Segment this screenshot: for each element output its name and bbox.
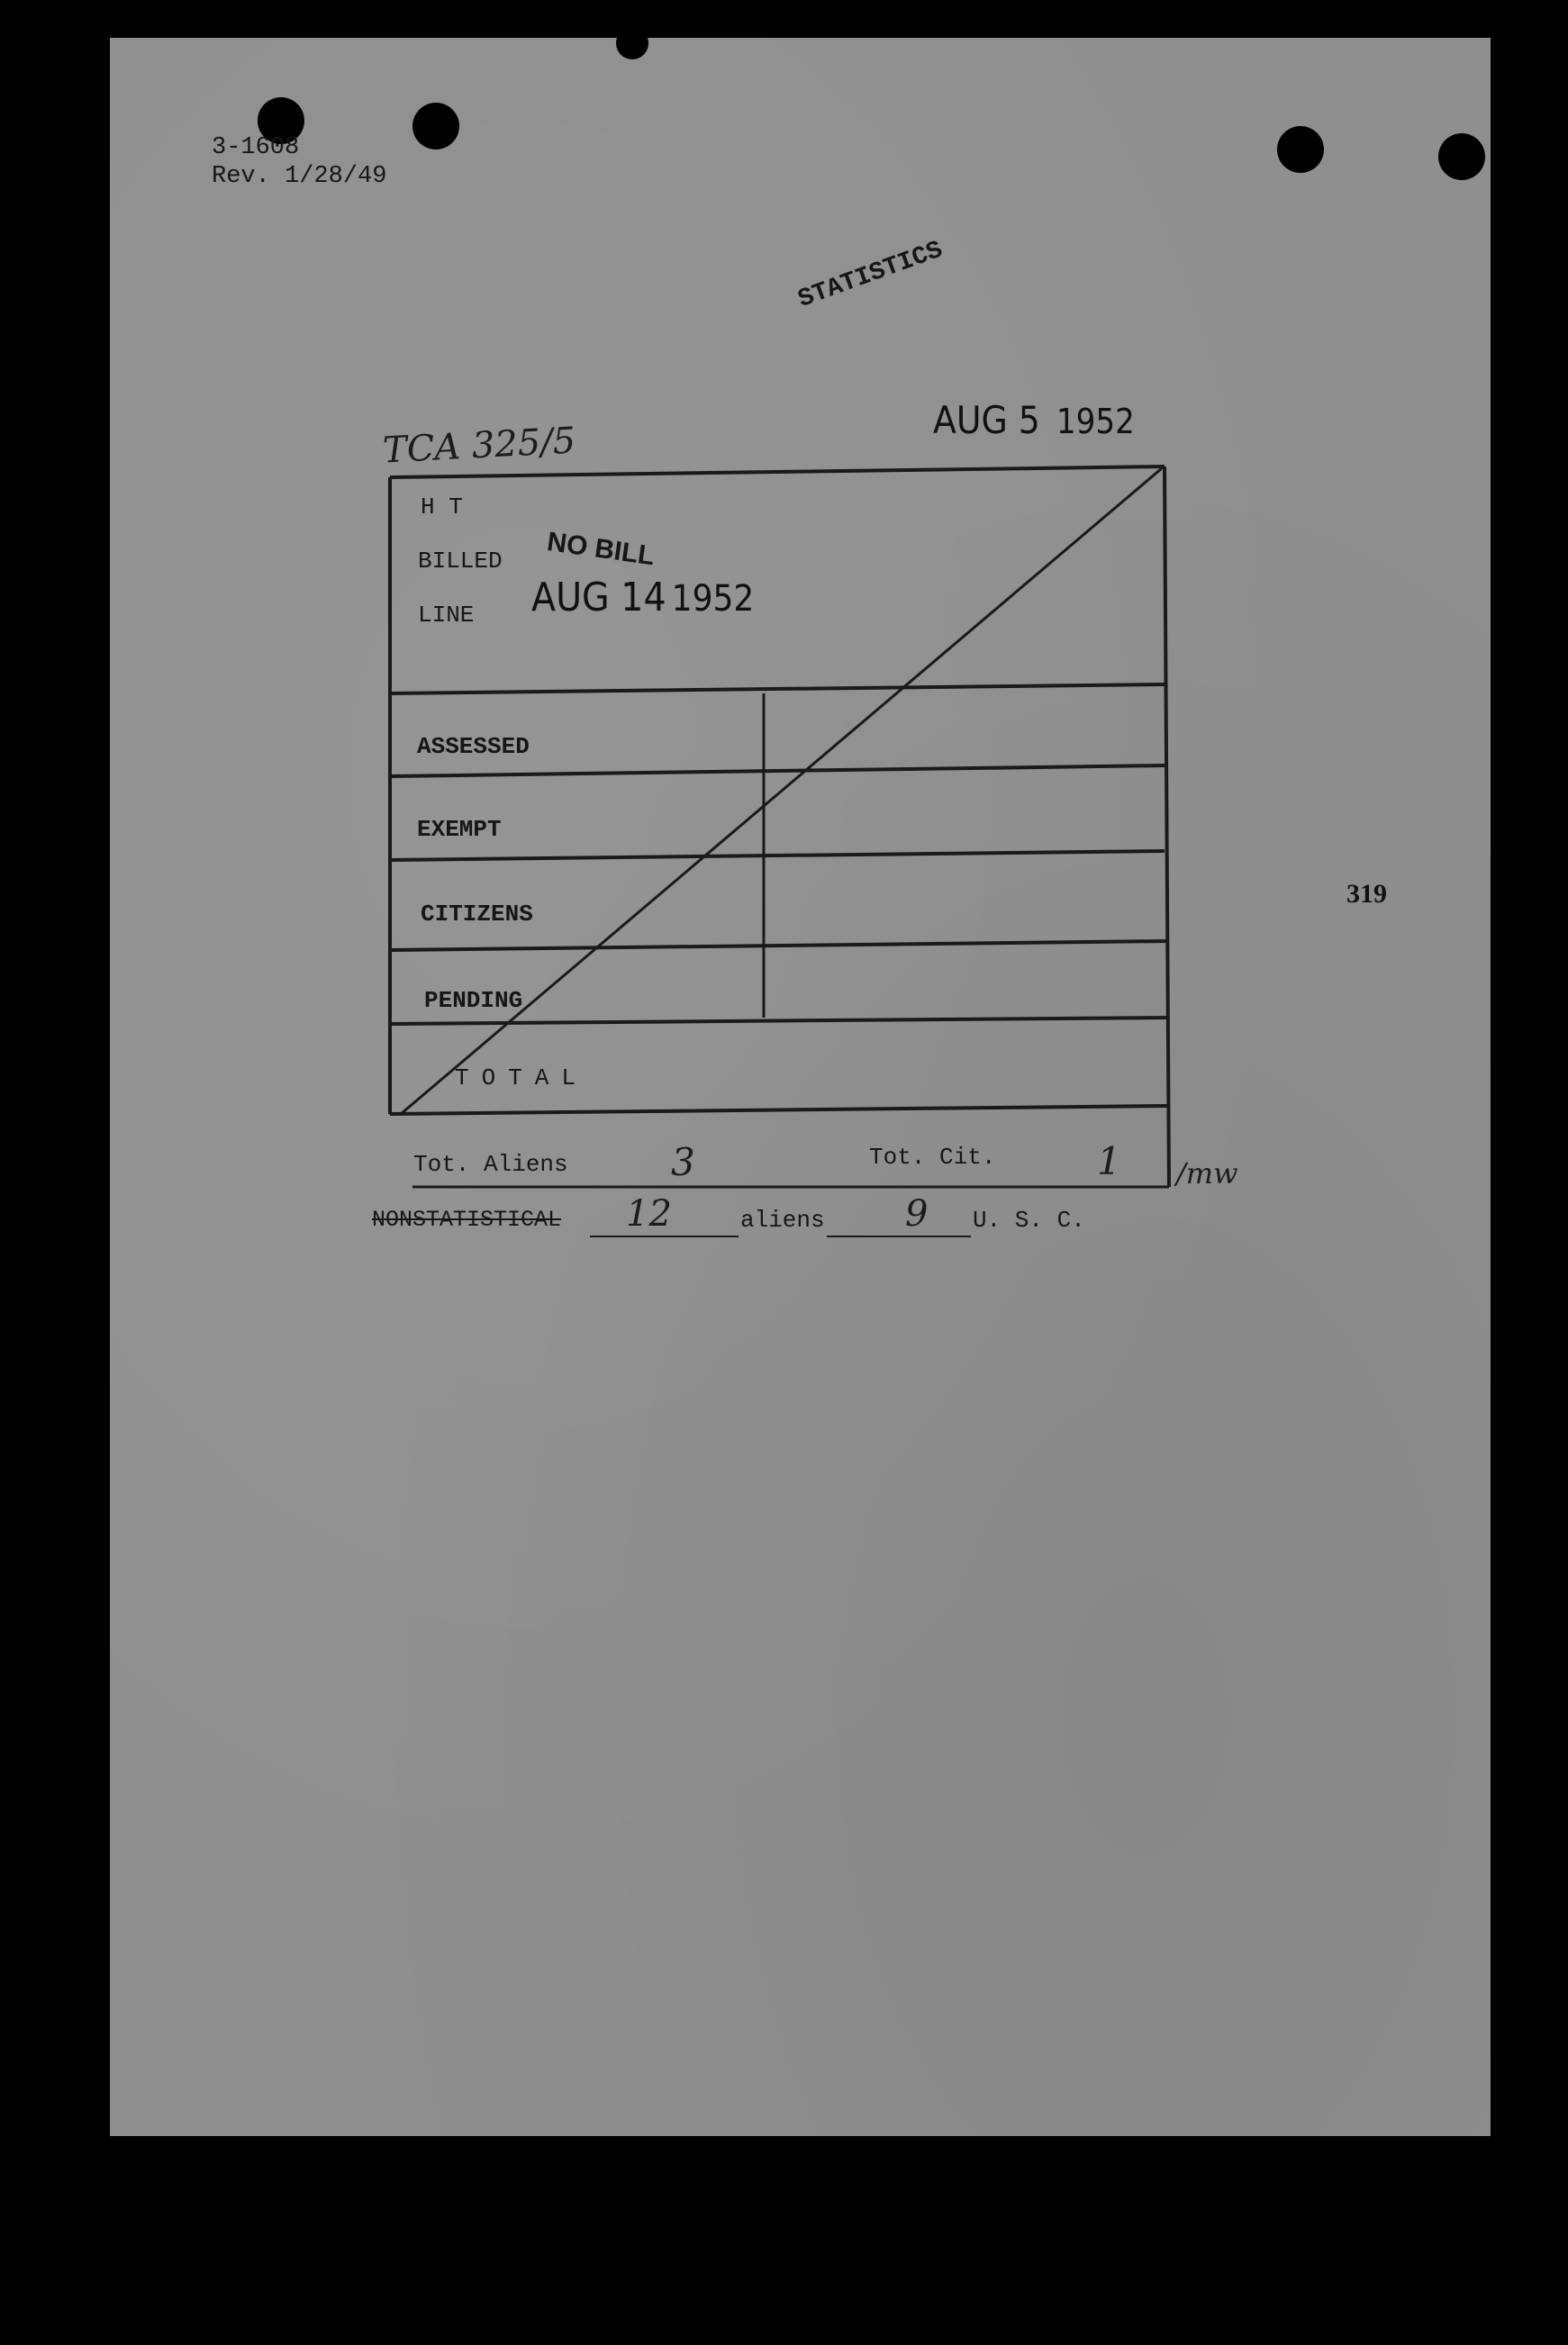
received-date-main: AUG 5 [933, 398, 1040, 442]
row-label-assessed: ASSESSED [417, 733, 530, 760]
nonstatistical-label: NONSTATISTICAL [372, 1207, 562, 1233]
total-label: TOTAL [455, 1064, 589, 1091]
billed-date-main: AUG 14 [531, 575, 666, 620]
tot-aliens-value: 3 [671, 1140, 695, 1184]
handwritten-initials: /mw [1176, 1156, 1238, 1191]
label-billed: BILLED [418, 548, 503, 575]
usc-label: U. S. C. [973, 1207, 1085, 1234]
side-page-number: 319 [1346, 879, 1387, 909]
form-revision: Rev. 1/28/49 [212, 163, 387, 190]
tot-aliens-label: Tot. Aliens [413, 1151, 568, 1178]
no-bill-stamp: NO BILL [545, 527, 657, 572]
row-label-exempt: EXEMPT [417, 816, 502, 843]
tot-cit-label: Tot. Cit. [869, 1144, 996, 1171]
nonstat-usc-blank [827, 1236, 971, 1237]
nonstat-aliens-blank [590, 1236, 739, 1237]
label-line: LINE [418, 602, 475, 629]
nonstat-aliens-value: 12 [626, 1193, 672, 1235]
label-ht: H T [421, 493, 463, 521]
row-label-pending: PENDING [424, 987, 523, 1014]
billed-date-year: 1952 [671, 578, 755, 620]
received-date-year: 1952 [1056, 402, 1135, 441]
billed-date-stamp [531, 575, 754, 620]
nonstat-usc-value: 9 [905, 1193, 929, 1235]
form-code: 3-1608 [212, 134, 300, 161]
handwritten-reference: TCA 325/5 [381, 420, 577, 472]
tot-cit-value: 1 [1097, 1139, 1121, 1183]
statistics-stamp: STATISTICS [794, 236, 947, 314]
row-label-citizens: CITIZENS [421, 901, 533, 928]
aliens-label: aliens [740, 1207, 825, 1234]
